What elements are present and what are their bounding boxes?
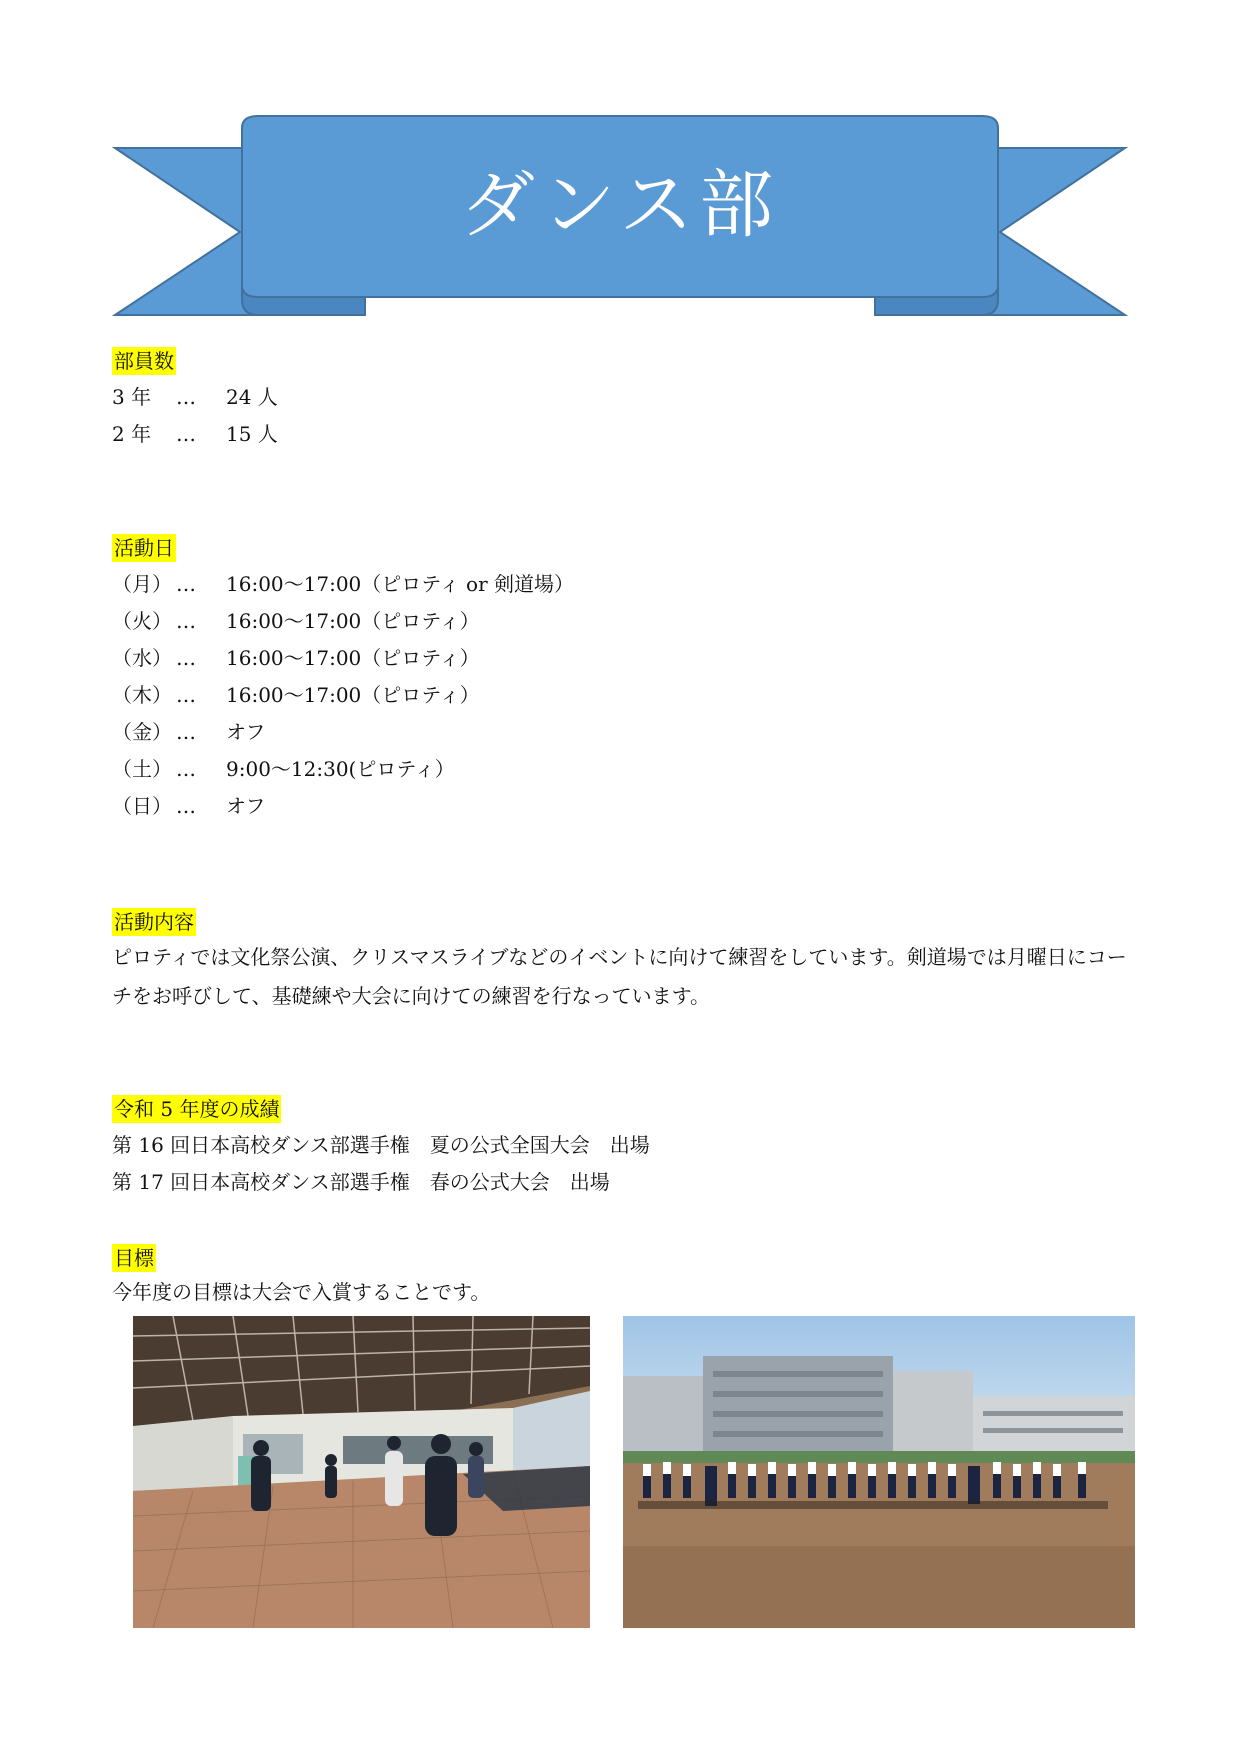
schedule-row: [112, 566, 1132, 603]
schedule-row: [112, 714, 1132, 751]
results-section: [112, 1095, 1132, 1201]
schedule-day: （木）: [112, 683, 172, 707]
schedule-day: （火）: [112, 609, 172, 633]
outdoor-group-photo: [623, 1316, 1135, 1628]
schedule-sep: …: [176, 683, 196, 707]
member-row: [112, 379, 1132, 416]
goal-heading: 目標: [114, 1246, 154, 1270]
activity-text: ピロティでは文化祭公演、クリスマスライブなどのイベントに向けて練習をしています。剣道場では月曜日にコーチをお呼びして、基礎練や大会に向けての練習を行なっています。: [112, 945, 1127, 1008]
member-sep: …: [176, 422, 196, 446]
activity-heading: 活動内容: [114, 910, 194, 934]
schedule-row: [112, 788, 1132, 825]
schedule-day: （日）: [112, 794, 172, 818]
member-grade: 3 年: [112, 385, 152, 409]
schedule-time: 16:00～17:00（ピロティ or 剣道場）: [226, 572, 574, 596]
members-section: [112, 347, 1132, 453]
schedule-section: [112, 534, 1132, 825]
schedule-sep: …: [176, 794, 196, 818]
members-heading: 部員数: [114, 349, 174, 373]
page-title: ダンス部: [460, 162, 780, 248]
member-sep: …: [176, 385, 196, 409]
schedule-heading: 活動日: [114, 536, 174, 560]
schedule-sep: …: [176, 646, 196, 670]
schedule-time: オフ: [226, 720, 266, 744]
indoor-practice-image: [133, 1316, 590, 1628]
schedule-day: （月）: [112, 572, 172, 596]
activity-section: [112, 908, 1132, 1016]
result-item: 第 16 回日本高校ダンス部選手権 夏の公式全国大会 出場: [112, 1133, 650, 1157]
schedule-time: オフ: [226, 794, 266, 818]
member-count: 24 人: [226, 385, 278, 409]
member-row: [112, 416, 1132, 453]
outdoor-group-image: [623, 1316, 1135, 1628]
title-banner: [0, 0, 1241, 340]
schedule-time: 9:00～12:30(ピロティ）: [226, 757, 455, 781]
schedule-row: [112, 677, 1132, 714]
schedule-day: （水）: [112, 646, 172, 670]
member-grade: 2 年: [112, 422, 152, 446]
schedule-time: 16:00～17:00（ピロティ）: [226, 683, 480, 707]
schedule-row: [112, 751, 1132, 788]
schedule-row: [112, 603, 1132, 640]
schedule-sep: …: [176, 720, 196, 744]
schedule-time: 16:00～17:00（ピロティ）: [226, 646, 480, 670]
schedule-day: （金）: [112, 720, 172, 744]
schedule-sep: …: [176, 609, 196, 633]
schedule-row: [112, 640, 1132, 677]
member-count: 15 人: [226, 422, 278, 446]
results-heading: 令和 5 年度の成績: [114, 1097, 280, 1121]
schedule-day: （土）: [112, 757, 172, 781]
goal-section: [112, 1244, 1132, 1311]
goal-text: 今年度の目標は大会で入賞することです。: [112, 1280, 491, 1304]
indoor-practice-photo: [133, 1316, 590, 1628]
schedule-sep: …: [176, 572, 196, 596]
result-item: 第 17 回日本高校ダンス部選手権 春の公式大会 出場: [112, 1170, 610, 1194]
schedule-time: 16:00～17:00（ピロティ）: [226, 609, 480, 633]
schedule-sep: …: [176, 757, 196, 781]
